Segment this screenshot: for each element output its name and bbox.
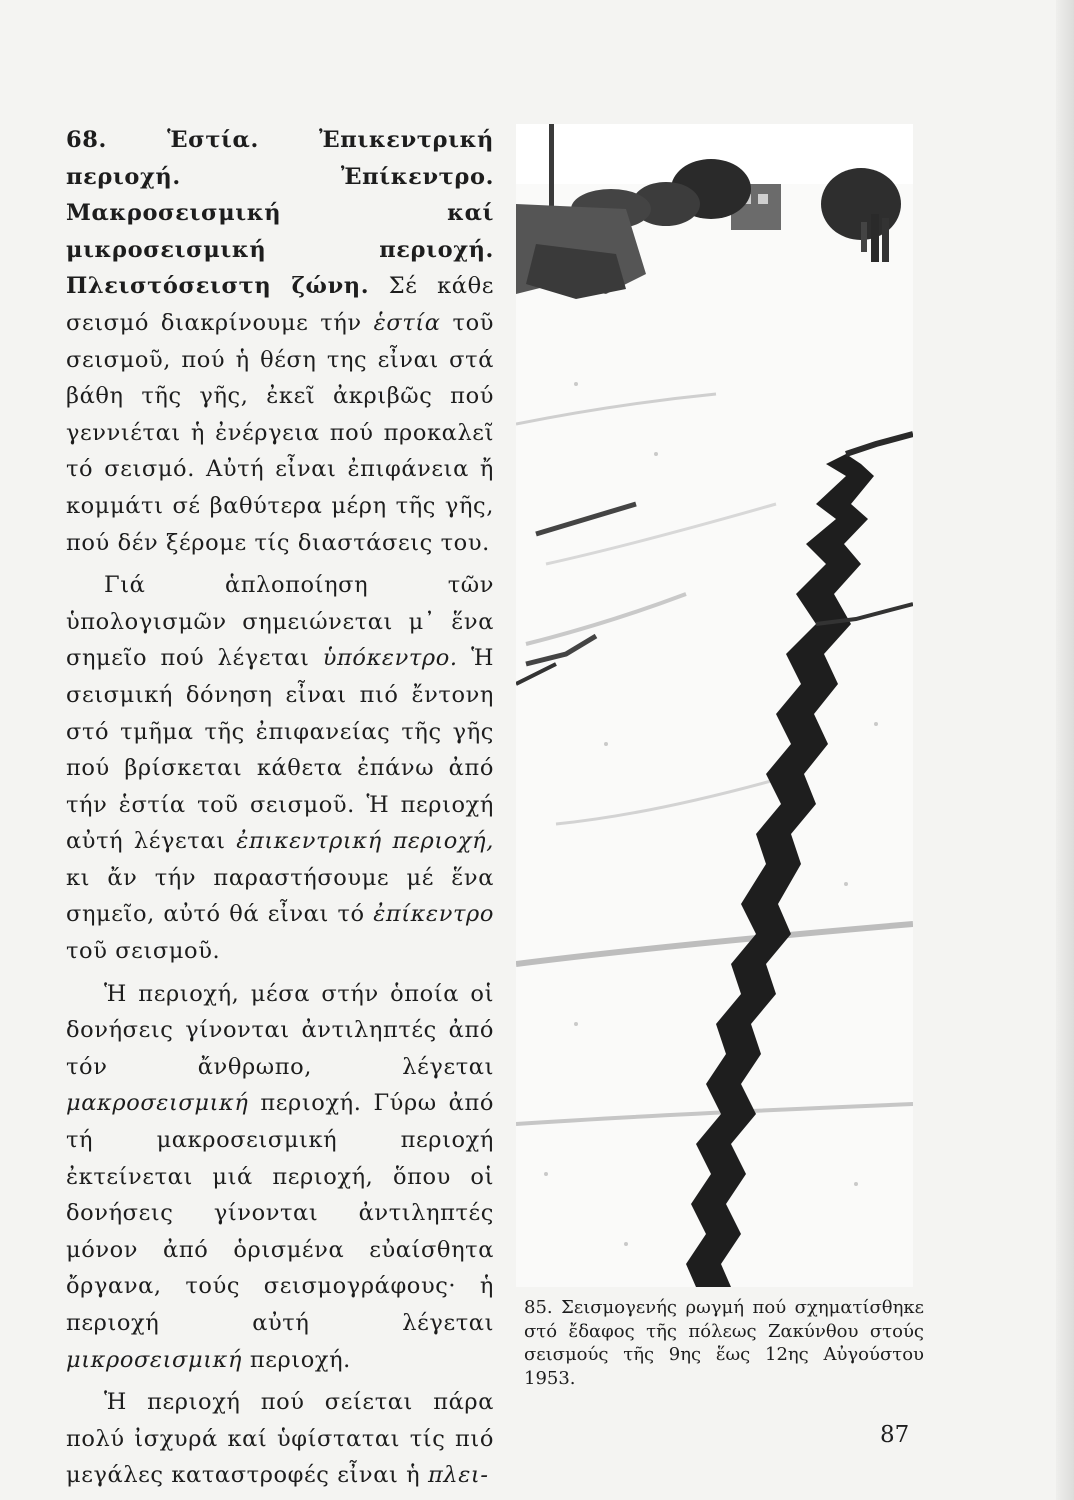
paragraph-2	[66, 567, 494, 970]
section-heading: 68. Ἑστία. Ἐπικεντρική περιοχή. Ἐπίκεντρο. Μακροσεισμική καί μικροσεισμική περιοχή. Πλειστόσειστη ζώνη.	[66, 127, 494, 300]
text-run: περιοχή.	[242, 1346, 351, 1373]
text-run: Ἡ σεισμική δόνηση εἶναι πιό ἔντονη στό τμῆμα τῆς ἐπιφανείας τῆς γῆς πού βρίσκεται κάθετα ἐπάνω ἀπό τήν ἑστία τοῦ σεισμοῦ. Ἡ περιοχή αὐτή λέγεται	[66, 645, 494, 855]
photo-drawing	[516, 124, 913, 1287]
person	[861, 222, 867, 252]
paragraph-3	[66, 976, 494, 1379]
italic-term: πλει-	[428, 1462, 489, 1489]
italic-term: ἐπίκεντρο	[373, 901, 494, 928]
paragraph-4	[66, 1384, 494, 1494]
text-run: κι ἄν τήν παραστήσουμε μέ ἕνα σημεῖο, αὐτό θά εἶναι τό	[66, 864, 494, 928]
text-run: περιοχή. Γύρω ἀπό τή μακροσεισμική περιοχή ἐκτείνεται μιά περιοχή, ὅπου οἱ δονήσεις γίνονται ἀντιληπτές μόνον ἀπό ὁρισμένα εὐαίσθητα ὄργανα, τούς σεισμογράφους· ἡ περιοχή αὐτή λέγεται	[66, 1090, 494, 1336]
page-number: 87	[880, 1422, 910, 1448]
text-run: Ἡ περιοχή πού σείεται πάρα πολύ ἰσχυρά καί ὑφίσταται τίς πιό μεγάλες καταστροφές εἶναι ἡ	[66, 1389, 494, 1489]
text-run: Σέ κάθε σεισμό διακρίνουμε τήν	[66, 273, 494, 336]
text-run: τοῦ σεισμοῦ, πού ἡ θέση της εἶναι στά βάθη τῆς γῆς, ἐκεῖ ἀκριβῶς πού γεννιέται ἡ ἐνέργεια πού προκαλεῖ τό σεισμό. Αὐτή εἶναι ἐπιφάνεια ἤ κομμάτι σέ βαθύτερα μέρη τῆς γῆς, πού δέν ξέρομε τίς διαστάσεις του.	[66, 309, 494, 556]
italic-term: ὑπόκεντρο.	[322, 645, 458, 672]
earthquake-crack-photo	[516, 124, 913, 1287]
text-run: Ἡ περιοχή, μέσα στήν ὁποία οἱ δονήσεις γίνονται ἀντιληπτές ἀπό τόν ἄνθρωπο, λέγεται	[66, 980, 494, 1080]
paragraph-1	[66, 122, 494, 561]
italic-term: ἐπικεντρική περιοχή,	[236, 828, 494, 855]
person	[882, 218, 889, 262]
text-run: τοῦ σεισμοῦ.	[66, 938, 221, 965]
italic-term: μακροσεισμική	[66, 1090, 249, 1117]
figure-caption: 85. Σεισμογενής ρωγμή πού σχηματίσθηκε στό ἔδαφος τῆς πόλεως Ζακύνθου στούς σεισμούς τῆς 9ης ἕως 12ης Αὐγούστου 1953.	[524, 1297, 924, 1389]
italic-term: μικροσεισμική	[66, 1346, 243, 1373]
italic-term: ἑστία	[373, 309, 441, 336]
text-run: Γιά ἁπλοποίηση τῶν ὑπολογισμῶν σημειώνεται μ᾽ ἕνα σημεῖο πού λέγεται	[66, 572, 494, 672]
page-edge	[1056, 0, 1074, 1500]
main-text-column	[66, 122, 494, 1500]
person	[871, 214, 879, 262]
